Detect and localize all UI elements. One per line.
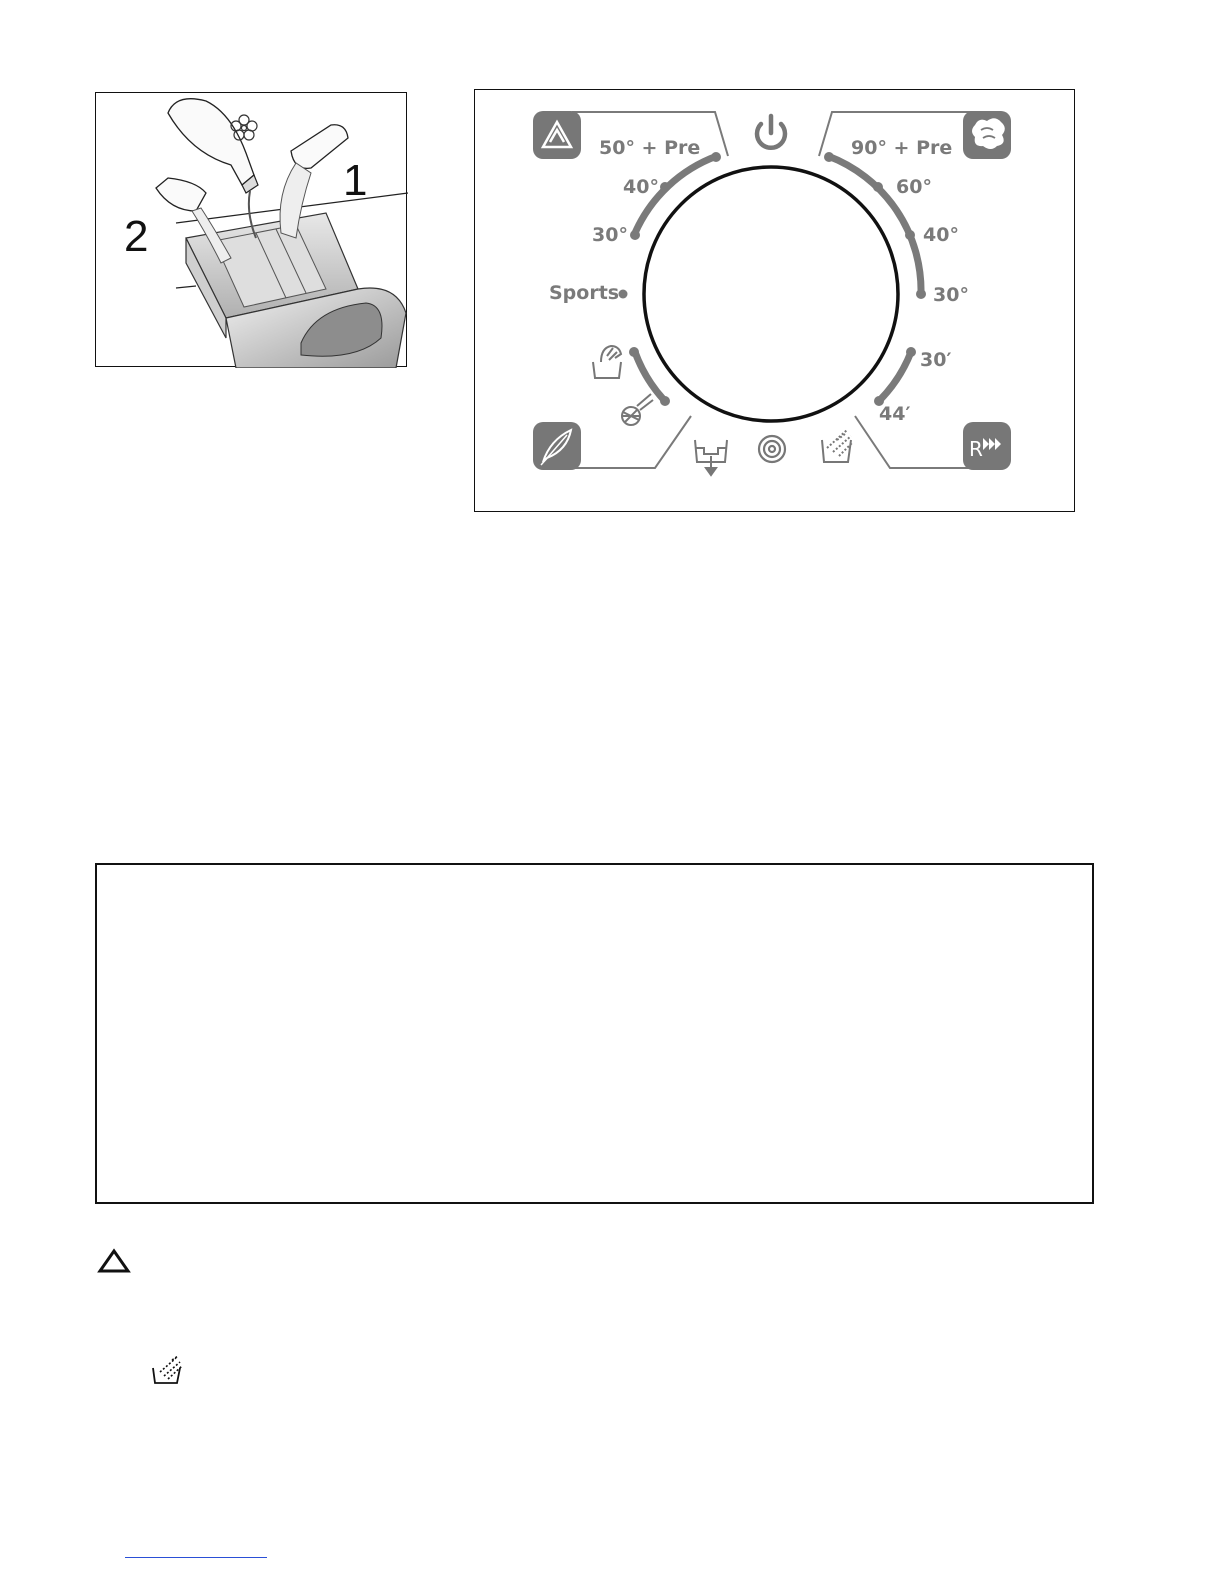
control-panel-figure <box>474 89 1075 512</box>
label-right-40: 40° <box>923 224 959 246</box>
label-sports: Sports <box>549 282 620 304</box>
drain-icon <box>695 440 727 475</box>
warning-triangle-icon <box>97 1248 131 1274</box>
label-left-40: 40° <box>623 176 659 198</box>
programme-dial <box>644 167 898 421</box>
cotton-icon <box>963 111 1011 159</box>
label-left-30: 30° <box>592 224 628 246</box>
hand-wash-icon <box>593 346 621 378</box>
rinse-icon <box>150 1354 186 1386</box>
detergent-bottle-icon <box>168 99 258 238</box>
footer-link-underline[interactable] <box>125 1557 267 1558</box>
rinse-icon <box>822 430 853 462</box>
svg-text:R: R <box>969 437 983 461</box>
rapid-icon <box>963 422 1011 470</box>
spin-icon <box>759 436 785 462</box>
callout-1: 1 <box>343 156 368 205</box>
label-44-min: 44′ <box>879 403 911 425</box>
label-90-pre: 90° + Pre <box>851 137 953 159</box>
label-50-pre: 50° + Pre <box>599 137 701 159</box>
detergent-drawer-figure <box>95 92 407 367</box>
power-icon <box>757 116 785 148</box>
synthetics-icon <box>533 111 581 159</box>
label-30-min: 30′ <box>920 349 952 371</box>
callout-2: 2 <box>124 212 149 261</box>
label-right-30: 30° <box>933 284 969 306</box>
wool-icon <box>622 394 653 425</box>
delicates-feather-icon <box>533 422 581 470</box>
notice-box <box>95 863 1094 1204</box>
label-right-60: 60° <box>896 176 932 198</box>
